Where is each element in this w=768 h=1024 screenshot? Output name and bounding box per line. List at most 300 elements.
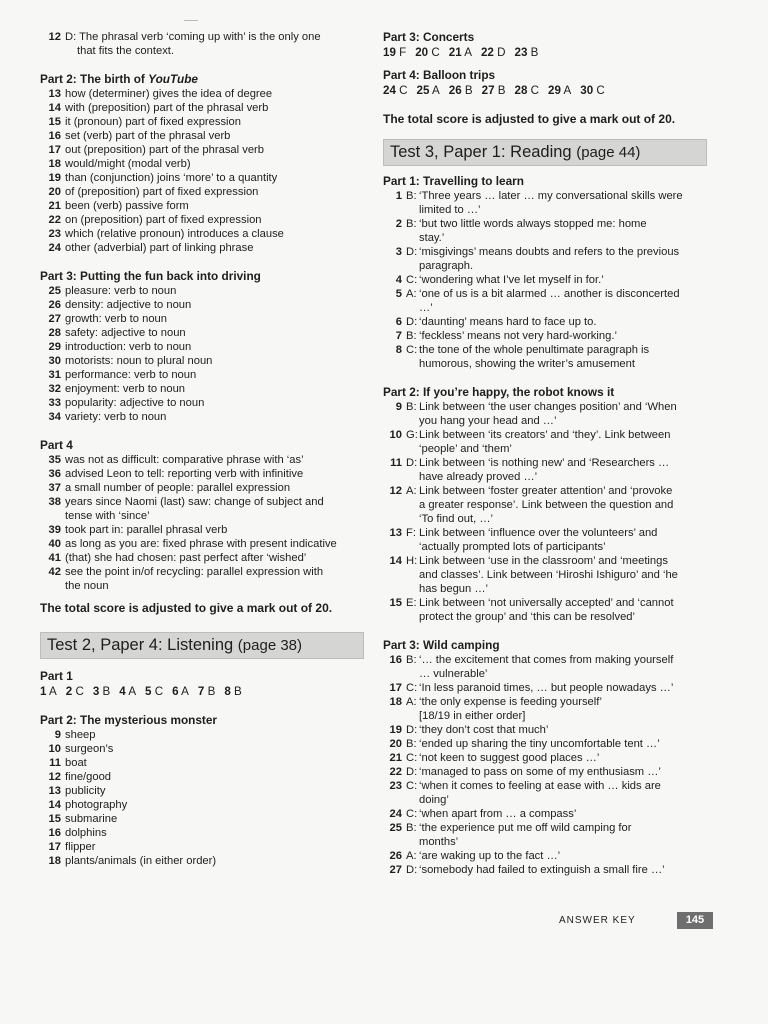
item-text — [419, 765, 713, 779]
answer — [515, 84, 540, 97]
item-number: 15 — [48, 116, 61, 128]
answer-list — [383, 189, 713, 371]
answer-number: 5 — [145, 685, 152, 698]
answer — [224, 685, 241, 698]
answer-item — [383, 751, 713, 765]
answer-item — [383, 400, 713, 428]
item-line: ‘wondering what I’ve let myself in for.’ — [419, 274, 604, 286]
item-line: a small number of people: parallel expression — [65, 482, 291, 494]
answer-item — [383, 723, 713, 737]
item-number: 35 — [48, 454, 61, 466]
answer-letter: F — [399, 46, 407, 59]
answer-letter: B — [497, 84, 506, 97]
section-heading: Part 2: The birth of YouTube — [40, 72, 198, 86]
item-letter: G: — [406, 429, 418, 441]
item-number: 21 — [389, 752, 402, 764]
answer-item — [383, 807, 713, 821]
item-number: 18 — [48, 158, 61, 170]
item-number: 34 — [48, 411, 61, 423]
right-column — [383, 30, 713, 877]
item-line: plants/animals (in either order) — [65, 855, 217, 867]
item-text — [419, 821, 713, 849]
answer-item — [40, 728, 370, 742]
item-text — [65, 101, 370, 115]
answer-letter: C — [154, 685, 164, 698]
answer-letter: B — [530, 46, 539, 59]
answer-number: 25 — [416, 84, 430, 97]
item-letter: A: — [406, 696, 417, 708]
item-line: sheep — [65, 729, 96, 741]
item-line: growth: verb to noun — [65, 313, 167, 325]
item-letter: B: — [406, 738, 417, 750]
item-text — [419, 849, 713, 863]
item-line: how (determiner) gives the idea of degree — [65, 88, 273, 100]
item-line: of (preposition) part of fixed expression — [65, 186, 259, 198]
item-line: Link between ‘the user changes position’ and ‘When — [419, 401, 677, 413]
item-letter: C: — [406, 682, 418, 694]
item-line: been (verb) passive form — [65, 200, 189, 212]
answer-item — [40, 115, 370, 129]
answer-number: 28 — [514, 84, 528, 97]
item-line: ‘not keen to suggest good places …’ — [419, 752, 600, 764]
item-line: advised Leon to tell: reporting verb with infinitive — [65, 468, 304, 480]
answer-letter: C — [530, 84, 540, 97]
item-line: enjoyment: verb to noun — [65, 383, 186, 395]
item-line: Link between ‘foster greater attention’ and ‘provoke — [419, 485, 673, 497]
item-text — [419, 189, 713, 217]
answer-list — [40, 728, 370, 868]
item-line-cont: humorous, showing the writer’s amusement — [419, 358, 635, 370]
item-text — [65, 854, 370, 868]
item-letter: C: — [406, 780, 418, 792]
item-letter: C: — [406, 752, 418, 764]
section-heading: Part 3: Wild camping — [383, 638, 500, 652]
answer-item — [40, 565, 370, 593]
item-line-cont: …’ — [419, 302, 433, 314]
item-letter: B: — [406, 401, 417, 413]
answer — [481, 46, 506, 59]
item-line: see the point in/of recycling: parallel expression with — [65, 566, 324, 578]
item-number: 13 — [389, 527, 402, 539]
answer-item — [40, 354, 370, 368]
section-heading: Part 1 — [40, 669, 73, 683]
answer-item — [40, 171, 370, 185]
item-line: Link between ‘not universally accepted’ and ‘cannot — [419, 597, 674, 609]
item-text — [419, 217, 713, 245]
answer-item — [40, 770, 370, 784]
item-line: variety: verb to noun — [65, 411, 167, 423]
item-number: 28 — [48, 327, 61, 339]
item-text — [65, 298, 370, 312]
answer-item — [40, 523, 370, 537]
item-letter: C: — [406, 344, 418, 356]
item-text — [65, 756, 370, 770]
item-letter: D: — [406, 864, 418, 876]
item-line: ‘feckless’ means not very hard-working.’ — [419, 330, 617, 342]
item-line: ‘somebody had failed to extinguish a small fire …’ — [419, 864, 665, 876]
answer-item — [40, 368, 370, 382]
item-number: 10 — [48, 743, 61, 755]
answer-number: 19 — [383, 46, 396, 59]
answer — [119, 685, 136, 698]
item-text — [65, 396, 370, 410]
item-line: (that) she had chosen: past perfect after ‘wished’ — [65, 552, 307, 564]
answer-item — [383, 273, 713, 287]
answer-item — [40, 840, 370, 854]
item-text — [65, 798, 370, 812]
item-text — [419, 863, 713, 877]
item-number: 6 — [395, 316, 402, 328]
item-text — [65, 87, 370, 101]
item-number: 17 — [48, 144, 61, 156]
item-number: 9 — [395, 401, 402, 413]
item-line-cont: ‘actually prompted lots of participants’ — [419, 541, 606, 553]
answer-letter: B — [464, 84, 473, 97]
item-number: 17 — [48, 841, 61, 853]
answer-item — [40, 382, 370, 396]
answer-letter: D — [497, 46, 506, 59]
section-heading: Part 2: If you’re happy, the robot knows it — [383, 385, 615, 399]
answer — [580, 84, 605, 97]
section-banner: Test 2, Paper 4: Listening (page 38) — [40, 632, 364, 659]
item-number: 24 — [389, 808, 402, 820]
item-text — [65, 157, 370, 171]
item-line-cont: has begun …’ — [419, 583, 489, 595]
answer-letter: A — [128, 685, 137, 698]
item-letter: A: — [406, 485, 417, 497]
answer-number: 8 — [224, 685, 231, 698]
item-line: introduction: verb to noun — [65, 341, 192, 353]
answer-number: 1 — [40, 685, 47, 698]
item-number: 9 — [54, 729, 61, 741]
answer-list — [40, 453, 370, 593]
item-number: 14 — [48, 102, 61, 114]
item-number: 39 — [48, 524, 61, 536]
item-letter: B: — [406, 330, 417, 342]
item-number: 12 — [48, 771, 61, 783]
answer-item — [40, 826, 370, 840]
answer-letter: C — [399, 84, 408, 97]
item-number: 3 — [395, 246, 402, 258]
item-letter: H: — [406, 555, 418, 567]
item-text — [65, 410, 370, 424]
item-text — [419, 737, 713, 751]
item-number: 15 — [389, 597, 402, 609]
item-line: as long as you are: fixed phrase with present indicative — [65, 538, 337, 550]
item-line: ‘the only expense is feeding yourself’ — [419, 696, 603, 708]
answer-list — [383, 653, 713, 877]
item-letter: C: — [406, 274, 418, 286]
item-text — [65, 826, 370, 840]
answer-letter: A — [563, 84, 572, 97]
item-text — [65, 213, 370, 227]
answer-item — [40, 798, 370, 812]
answer-item — [383, 596, 713, 624]
item-text — [419, 456, 713, 484]
item-number: 32 — [48, 383, 61, 395]
item-line: publicity — [65, 785, 106, 797]
item-line: performance: verb to noun — [65, 369, 197, 381]
item-text — [65, 537, 370, 551]
item-line: flipper — [65, 841, 96, 853]
item-number: 20 — [48, 186, 61, 198]
item-number: 14 — [389, 555, 402, 567]
item-line: on (preposition) part of fixed expression — [65, 214, 262, 226]
item-line: ‘managed to pass on some of my enthusiasm …’ — [419, 766, 661, 778]
answer-item — [40, 854, 370, 868]
item-letter: D: — [406, 457, 418, 469]
item-line-cont: ‘To find out, …’ — [419, 513, 493, 525]
answer-item — [383, 554, 713, 596]
item-line: Link between ‘influence over the volunteers’ and — [419, 527, 658, 539]
item-number: 24 — [48, 242, 61, 254]
answer-item — [40, 812, 370, 826]
item-number: 18 — [389, 696, 402, 708]
item-text — [65, 770, 370, 784]
answer-item — [383, 681, 713, 695]
item-line: took part in: parallel phrasal verb — [65, 524, 228, 536]
answer-item — [383, 779, 713, 807]
item-line-cont: you hang your head and …’ — [419, 415, 557, 427]
left-column — [40, 30, 370, 868]
item-letter: A: — [406, 850, 417, 862]
item-number: 19 — [389, 724, 402, 736]
item-line: dolphins — [65, 827, 107, 839]
answer-item — [383, 456, 713, 484]
item-text — [419, 343, 713, 371]
item-line: photography — [65, 799, 128, 811]
answer-item — [40, 312, 370, 326]
item-number: 13 — [48, 785, 61, 797]
answer-list — [40, 87, 370, 255]
item-letter: B: — [406, 190, 417, 202]
item-line-cont: ‘people’ and ‘them’ — [419, 443, 512, 455]
item-text — [65, 453, 370, 467]
item-number: 38 — [48, 496, 61, 508]
item-number: 36 — [48, 468, 61, 480]
item-number: 29 — [48, 341, 61, 353]
answer-number: 29 — [548, 84, 561, 97]
item-number: 22 — [389, 766, 402, 778]
answer-item — [40, 213, 370, 227]
answer-item — [383, 695, 713, 723]
item-text — [65, 467, 370, 481]
item-text — [419, 484, 713, 526]
answer-letter: B — [234, 685, 242, 698]
item-text — [419, 400, 713, 428]
item-line: ‘they don’t cost that much’ — [419, 724, 549, 736]
item-text — [65, 143, 370, 157]
item-line: ‘daunting’ means hard to face up to. — [419, 316, 597, 328]
item-number: 2 — [395, 218, 402, 230]
answer-letter: B — [207, 685, 216, 698]
answer-item — [383, 217, 713, 245]
answer-item — [40, 467, 370, 481]
item-text — [65, 171, 370, 185]
answer-list — [383, 400, 713, 624]
item-line: Link between ‘is nothing new’ and ‘Researchers … — [419, 457, 670, 469]
item-text — [65, 812, 370, 826]
scan-mark — [184, 20, 198, 21]
answer — [198, 685, 215, 698]
item-text — [65, 227, 370, 241]
answer-number: 7 — [197, 685, 205, 698]
item-line: ‘misgivings’ means doubts and refers to the previous — [419, 246, 680, 258]
item-line-cont: limited to …’ — [419, 204, 481, 216]
answer-letter: A — [432, 84, 440, 97]
item-text — [65, 840, 370, 854]
answers-row — [383, 83, 713, 98]
item-text — [419, 723, 713, 737]
answer-item — [40, 551, 370, 565]
item-line: which (relative pronoun) introduces a clause — [65, 228, 284, 240]
answer — [449, 84, 473, 97]
answer-item — [40, 495, 370, 523]
answer — [417, 84, 440, 97]
answer — [66, 685, 84, 698]
answer-item — [383, 484, 713, 526]
answer-item — [40, 340, 370, 354]
item-text — [65, 284, 370, 298]
item-letter: D: — [406, 316, 418, 328]
item-line: out (preposition) part of the phrasal verb — [65, 144, 264, 156]
item-line: the tone of the whole penultimate paragraph is — [419, 344, 650, 356]
item-letter: D: — [406, 246, 418, 258]
item-text — [419, 695, 713, 723]
item-line: ‘the experience put me off wild camping for — [419, 822, 632, 834]
item-line: ‘Three years … later … my conversational skills were — [419, 190, 683, 202]
answer — [383, 46, 406, 59]
item-line-cont: the noun — [65, 580, 109, 592]
item-number: 5 — [395, 288, 402, 300]
answer-item — [40, 298, 370, 312]
answer-item — [40, 326, 370, 340]
item-line: ‘In less paranoid times, … but people nowadays …’ — [419, 682, 674, 694]
item-line: was not as difficult: comparative phrase with ‘as’ — [65, 454, 304, 466]
answer — [383, 84, 408, 97]
item-line: popularity: adjective to noun — [65, 397, 205, 409]
item-number: 17 — [389, 682, 402, 694]
item-number: 16 — [48, 827, 61, 839]
item-line: ‘when it comes to feeling at ease with … kids are — [419, 780, 661, 792]
item-line: ‘but two little words always stopped me: home — [419, 218, 647, 230]
item-text — [65, 382, 370, 396]
answer-item — [383, 849, 713, 863]
answer-item — [40, 396, 370, 410]
item-line-cont: and classes’. Link between ‘Hiroshi Ishiguro’ and ‘he — [419, 569, 678, 581]
section-heading: Part 2: The mysterious monster — [40, 713, 218, 727]
answer-item: 12 D: The phrasal verb ‘coming up with’ is the only one that fits the context. — [48, 31, 321, 57]
answer-item — [383, 653, 713, 681]
section-heading: Part 4 — [40, 438, 73, 452]
item-line: set (verb) part of the phrasal verb — [65, 130, 231, 142]
item-number: 42 — [48, 566, 61, 578]
answer-item — [40, 199, 370, 213]
item-number: 19 — [48, 172, 61, 184]
item-text — [65, 368, 370, 382]
item-text — [65, 326, 370, 340]
item-number: 25 — [389, 822, 402, 834]
item-number: 23 — [48, 228, 61, 240]
item-text — [65, 129, 370, 143]
item-line: motorists: noun to plural noun — [65, 355, 213, 367]
item-line: pleasure: verb to noun — [65, 285, 177, 297]
item-line: ‘one of us is a bit alarmed … another is disconcerted — [419, 288, 680, 300]
item-line: surgeon’s — [65, 743, 114, 755]
item-text — [419, 329, 713, 343]
item-text — [419, 245, 713, 273]
item-number: 14 — [48, 799, 61, 811]
total-score-note: The total score is adjusted to give a mark out of 20. — [40, 601, 333, 615]
item-number: 26 — [48, 299, 61, 311]
item-line: ‘are waking up to the fact …’ — [419, 850, 561, 862]
item-line-cont: protect the group’ and ‘this can be resolved’ — [419, 611, 636, 623]
item-text — [419, 681, 713, 695]
item-line: Link between ‘its creators’ and ‘they’. Link between — [419, 429, 671, 441]
answer-item — [40, 227, 370, 241]
item-text — [65, 784, 370, 798]
item-number: 11 — [49, 757, 61, 769]
item-line: submarine — [65, 813, 118, 825]
section-heading: Part 3: Concerts — [383, 30, 475, 44]
answer-number: 21 — [448, 46, 462, 59]
answer-number: 23 — [514, 46, 528, 59]
answer-letter: A — [49, 685, 57, 698]
item-number: 31 — [48, 369, 61, 381]
item-letter: B: — [406, 654, 417, 666]
answer — [40, 685, 57, 698]
answer-number: 20 — [415, 46, 429, 59]
item-letter: A: — [406, 288, 417, 300]
answer-item — [383, 189, 713, 217]
item-number: 7 — [395, 330, 402, 342]
answer-letter: A — [181, 685, 189, 698]
answer-number: 24 — [383, 84, 396, 97]
answer-number: 4 — [119, 685, 126, 698]
item-line: than (conjunction) joins ‘more’ to a quantity — [65, 172, 278, 184]
item-number: 16 — [48, 130, 61, 142]
item-line: it (pronoun) part of fixed expression — [65, 116, 241, 128]
item-text — [419, 428, 713, 456]
item-letter: C: — [406, 808, 418, 820]
item-line-cont: paragraph. — [419, 260, 474, 272]
answer — [548, 84, 571, 97]
answer-item — [383, 245, 713, 273]
item-number: 18 — [48, 855, 61, 867]
answer-item — [40, 453, 370, 467]
item-letter: B: — [406, 822, 417, 834]
item-number: 11 — [390, 457, 402, 469]
item-line: density: adjective to noun — [65, 299, 192, 311]
answer — [172, 685, 189, 698]
answer-item — [40, 742, 370, 756]
answer-item — [40, 241, 370, 255]
item-text — [65, 728, 370, 742]
item-number: 30 — [48, 355, 61, 367]
answer-item — [40, 157, 370, 171]
section-heading: Part 1: Travelling to learn — [383, 174, 524, 188]
item-letter: B: — [406, 218, 417, 230]
page-number: 145 — [677, 912, 713, 929]
item-number: 13 — [48, 88, 61, 100]
answer-item — [40, 284, 370, 298]
item-text — [419, 596, 713, 624]
item-line: safety: adjective to noun — [65, 327, 186, 339]
item-number: 40 — [48, 538, 61, 550]
answer-item — [383, 428, 713, 456]
item-letter: D: — [406, 724, 418, 736]
answer-letter: C — [596, 84, 605, 97]
